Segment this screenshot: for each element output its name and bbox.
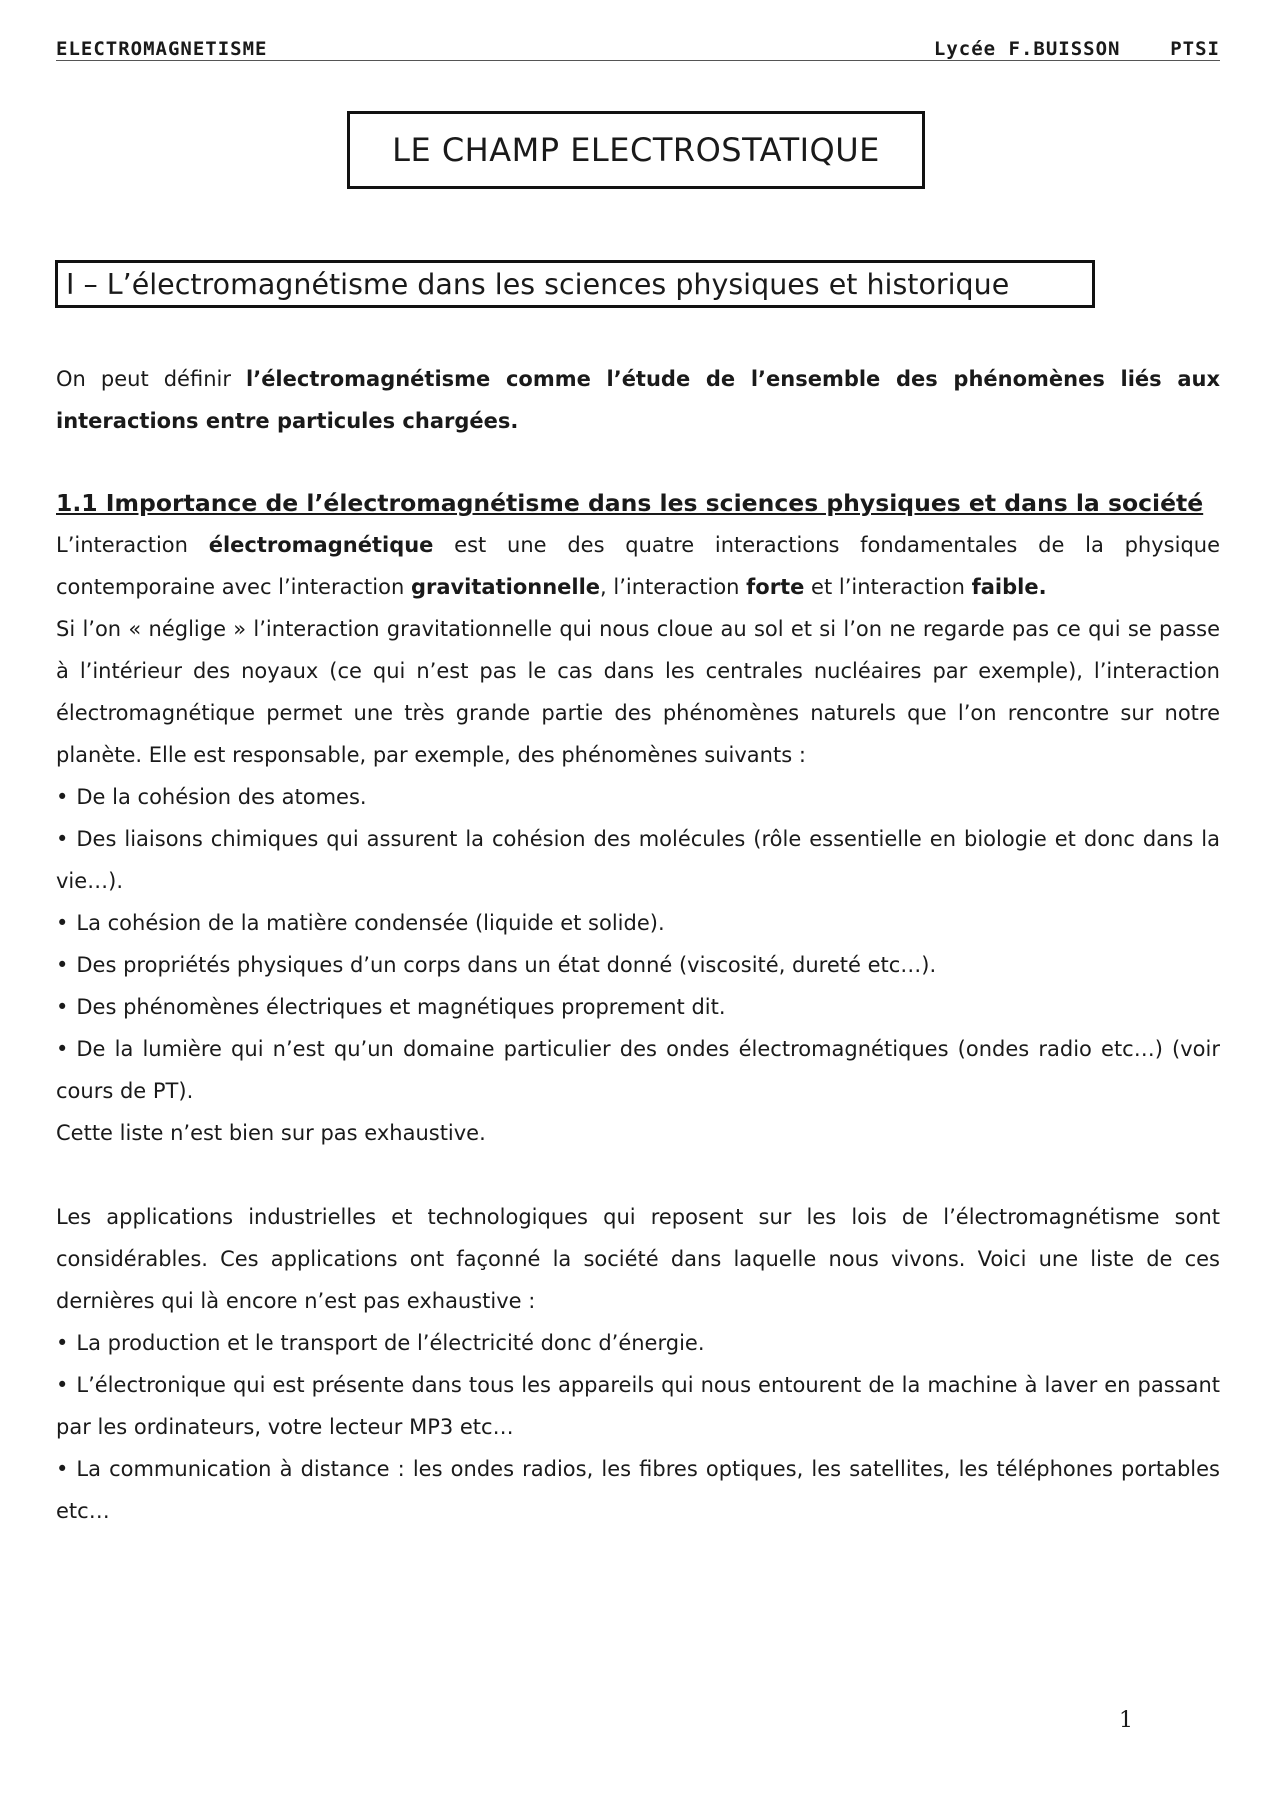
paragraph-interaction — [56, 524, 1220, 608]
para1-text-4: et l’interaction — [804, 575, 972, 599]
list-item: • La cohésion de la matière condensée (liquide et solide). — [56, 902, 1220, 944]
para1-text-1: L’interaction — [56, 533, 209, 557]
header-subject: ELECTROMAGNETISME — [56, 38, 268, 60]
paragraph-applications: Les applications industrielles et technologiques qui reposent sur les lois de l’électromagnétisme sont considérables. Ces applications ont façonné la société dans laquelle nous vivons. Voici une liste de ces dernières qui là encore n’est pas exhaustive : — [56, 1205, 1220, 1313]
list-item: • La production et le transport de l’électricité donc d’énergie. — [56, 1322, 1220, 1364]
subsection-heading: 1.1 Importance de l’électromagnétisme dans les sciences physiques et dans la société — [56, 489, 1204, 517]
list-item: • Des propriétés physiques d’un corps dans un état donné (viscosité, dureté etc…). — [56, 944, 1220, 986]
intro-definition: l’électromagnétisme comme l’étude de l’ensemble des phénomènes liés aux interactions entre particules chargées. — [56, 367, 1220, 433]
para1-text-2: est une des quatre interactions fondamentales de la physique contemporaine avec l’interaction — [56, 533, 1221, 599]
paragraph-not-exhaustive: Cette liste n’est bien sur pas exhaustive. — [56, 1121, 486, 1145]
intro-text: On peut définir — [56, 367, 247, 391]
para1-text-3: , l’interaction — [600, 575, 747, 599]
paragraph-phenomena: Si l’on « néglige » l’interaction gravitationnelle qui nous cloue au sol et si l’on ne regarde pas ce qui se passe à l’intérieur des noyaux (ce qui n’est pas le cas dans les centrales nucléaires par exemple), l’interaction électromagnétique permet une très grande partie des phénomènes naturels que l’on rencontre sur notre planète. Elle est responsable, par exemple, des phénomènes suivants : — [56, 617, 1220, 767]
para1-bold-4: faible. — [971, 575, 1047, 599]
document-title — [347, 111, 925, 189]
list-item: • De la cohésion des atomes. — [56, 776, 1220, 818]
section-heading-text: I – L’électromagnétisme dans les sciences physiques et historique — [66, 267, 1010, 301]
list-item: • La communication à distance : les ondes radios, les fibres optiques, les satellites, les téléphones portables etc… — [56, 1448, 1220, 1532]
para1-bold-1: électromagnétique — [208, 533, 434, 557]
document-body — [56, 358, 1220, 1532]
list-item: • De la lumière qui n’est qu’un domaine particulier des ondes électromagnétiques (ondes radio etc…) (voir cours de PT). — [56, 1028, 1220, 1112]
document-title-text: LE CHAMP ELECTROSTATIQUE — [392, 131, 880, 169]
para1-bold-2: gravitationnelle — [410, 575, 601, 599]
header-school-class: Lycée F.BUISSON PTSI — [933, 38, 1220, 60]
intro-paragraph — [56, 358, 1220, 442]
list-item: • Des phénomènes électriques et magnétiques proprement dit. — [56, 986, 1220, 1028]
page-number: 1 — [1119, 1708, 1133, 1733]
page-header — [56, 38, 1220, 61]
para1-bold-3: forte — [746, 575, 805, 599]
paragraph-spacer — [56, 1154, 1220, 1196]
list-item: • L’électronique qui est présente dans tous les appareils qui nous entourent de la machine à laver en passant par les ordinateurs, votre lecteur MP3 etc… — [56, 1364, 1220, 1448]
list-item: • Des liaisons chimiques qui assurent la cohésion des molécules (rôle essentielle en biologie et donc dans la vie…). — [56, 818, 1220, 902]
section-heading — [55, 260, 1095, 308]
